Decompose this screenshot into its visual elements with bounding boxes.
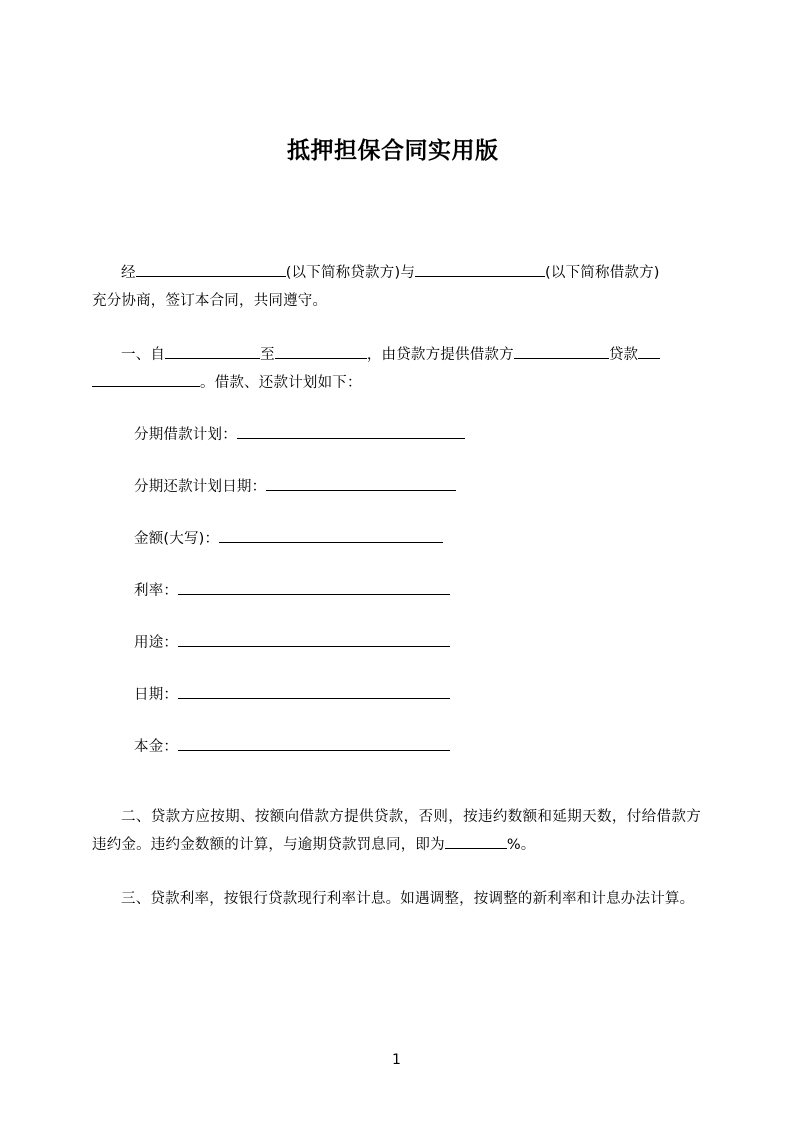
intro-text-b: (以下简称贷款方)与: [285, 265, 416, 282]
field-input-blank[interactable]: [266, 475, 456, 491]
clause-two-text-end: %。: [506, 837, 536, 854]
loan-type-blank[interactable]: [514, 343, 609, 359]
spacer: [92, 315, 701, 341]
field-input-blank[interactable]: [219, 527, 443, 543]
field-row: [92, 577, 701, 605]
field-label: 用途：: [134, 635, 179, 652]
fields-list: [92, 421, 701, 761]
lender-name-blank[interactable]: [136, 261, 286, 277]
field-row: [92, 733, 701, 761]
field-input-blank[interactable]: [178, 735, 450, 751]
clause-one-text-d: 贷款: [608, 347, 639, 364]
loan-amount-blank-b[interactable]: [92, 371, 200, 387]
field-input-blank[interactable]: [178, 631, 450, 647]
field-label: 金额(大写)：: [134, 531, 220, 548]
field-row: [92, 629, 701, 657]
clause-one-paragraph: [92, 341, 701, 369]
field-row: [92, 681, 701, 709]
intro-paragraph: [92, 259, 701, 287]
field-input-blank[interactable]: [178, 579, 450, 595]
field-row: [92, 473, 701, 501]
clause-one-text-a: 一、自: [121, 347, 166, 364]
clause-one-text-e: 。借款、还款计划如下：: [200, 375, 362, 392]
field-label: 分期还款计划日期：: [134, 479, 267, 496]
field-input-blank[interactable]: [237, 423, 465, 439]
field-label: 分期借款计划：: [134, 427, 237, 444]
clause-three-paragraph: 三、贷款利率，按银行贷款现行利率计息。如遇调整，按调整的新利率和计息办法计算。: [121, 891, 695, 908]
spacer: [92, 859, 701, 885]
clause-two-text: 二、贷款方应按期、按额向借款方提供贷款，否则，按违约数额和延期天数，付给借款方违约金。违约金数额的计算，与逾期贷款罚息同，即为: [92, 809, 701, 854]
clause-one-text-b: 至: [260, 347, 275, 364]
intro-text-a: 经: [121, 265, 136, 282]
field-label: 利率：: [134, 583, 179, 600]
spacer: [92, 785, 701, 803]
clause-two-paragraph: [92, 803, 701, 859]
penalty-rate-blank[interactable]: [445, 833, 507, 849]
field-label: 本金：: [134, 739, 179, 756]
clause-one-paragraph-line2: [92, 369, 701, 397]
borrower-name-blank[interactable]: [415, 261, 545, 277]
field-row: [92, 421, 701, 449]
intro-paragraph-line2: 充分协商，签订本合同，共同遵守。: [92, 293, 328, 310]
clause-one-text-c: ，由贷款方提供借款方: [366, 347, 514, 364]
start-date-blank[interactable]: [165, 343, 260, 359]
field-input-blank[interactable]: [178, 683, 450, 699]
field-row: [92, 525, 701, 553]
intro-text-c: (以下简称借款方): [545, 265, 660, 282]
loan-amount-blank-a[interactable]: [638, 343, 660, 359]
page-number: 1: [392, 1052, 401, 1068]
end-date-blank[interactable]: [275, 343, 367, 359]
page-title: 抵押担保合同实用版: [287, 138, 499, 164]
document-body: [92, 259, 701, 913]
field-label: 日期：: [134, 687, 179, 704]
